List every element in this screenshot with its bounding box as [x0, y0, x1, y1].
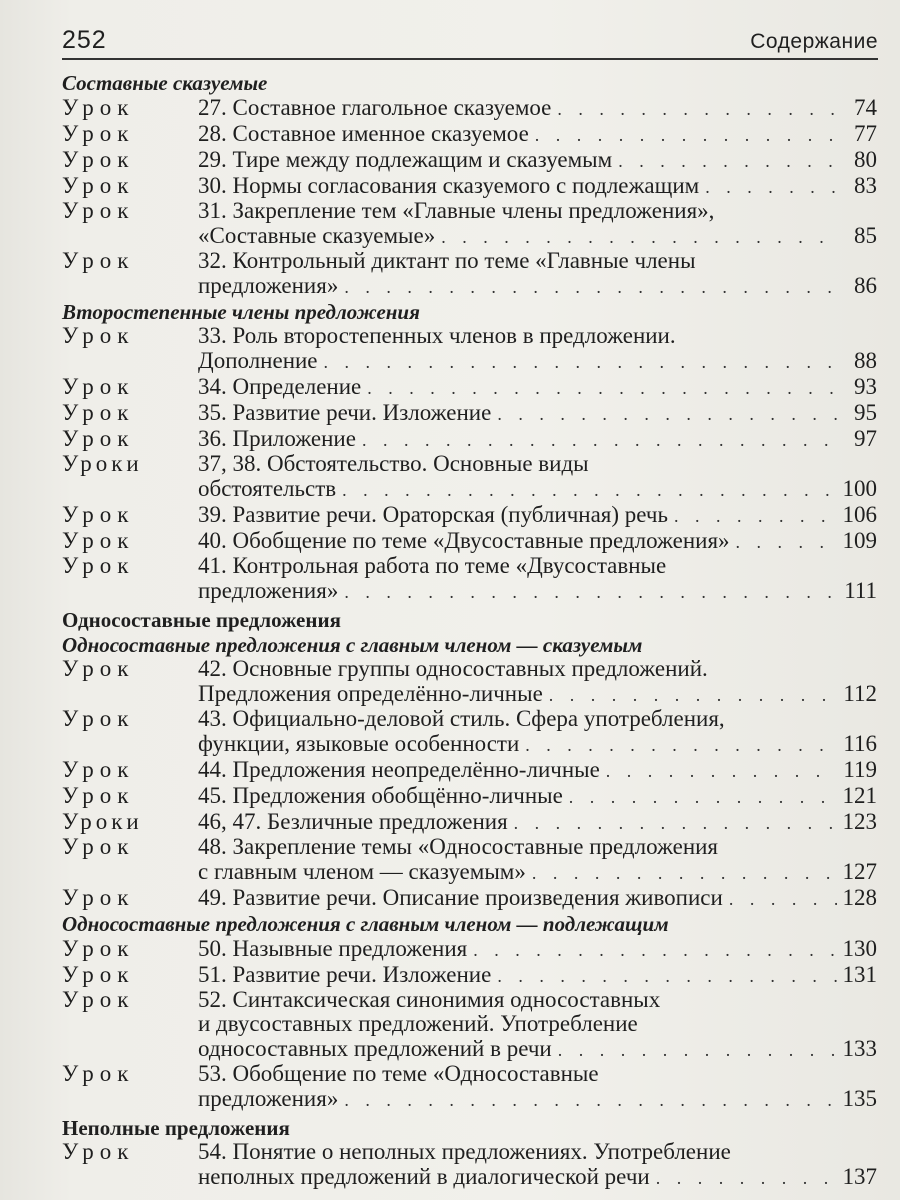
dot-leader	[497, 963, 836, 988]
entry-line	[62, 657, 877, 681]
lesson-number: 30.	[198, 173, 227, 198]
dot-leader	[473, 937, 836, 962]
lesson-title: Назывные предложения	[232, 936, 468, 961]
entry-line	[62, 578, 877, 604]
lesson-number: 45.	[198, 783, 227, 808]
lesson-label: Урок	[62, 835, 135, 859]
entry-text-wrap	[62, 1036, 552, 1062]
dot-leader	[344, 274, 837, 299]
entry-line	[62, 348, 877, 374]
lesson-title: функции, языковые особенности	[198, 731, 520, 756]
entry-line	[62, 757, 877, 783]
lesson-number: 29.	[198, 147, 227, 172]
entry-text-wrap	[62, 121, 529, 147]
lesson-title: Обстоятельство. Основные виды	[267, 452, 589, 476]
entry-text-wrap	[62, 554, 666, 578]
toc-entry	[62, 173, 877, 199]
lesson-title: Составное именное сказуемое	[232, 121, 529, 146]
lesson-label: Урок	[62, 121, 135, 146]
toc-entry	[62, 809, 877, 835]
lesson-number: 40.	[198, 528, 227, 553]
dot-leader	[525, 732, 837, 757]
lesson-number: 52.	[198, 988, 227, 1012]
lesson-number: 37, 38.	[198, 452, 262, 476]
section-heading: Односоставные предложения с главным членом — подлежащим	[62, 912, 669, 936]
lesson-title: Развитие речи. Описание произведения живописи	[232, 885, 723, 910]
page-reference: 80	[854, 147, 877, 172]
lesson-number: 44.	[198, 757, 227, 782]
entry-text-wrap	[62, 199, 714, 223]
dot-leader	[367, 375, 837, 400]
dot-leader	[344, 1087, 836, 1112]
entry-line	[62, 223, 877, 249]
lesson-label: Урок	[62, 962, 135, 987]
lesson-title: обстоятельств	[198, 476, 337, 501]
entry-text-wrap	[62, 147, 612, 173]
lesson-label: Урок	[62, 502, 135, 527]
entry-line	[62, 1086, 877, 1112]
entry-text-wrap	[62, 452, 589, 476]
entry-line	[62, 1062, 877, 1086]
toc-entry	[62, 528, 877, 554]
toc-entry	[62, 199, 877, 249]
lesson-title: Развитие речи. Изложение	[232, 400, 492, 425]
page-reference: 135	[842, 1086, 877, 1111]
entry-line	[62, 502, 877, 528]
lesson-number: 31.	[198, 199, 227, 223]
dot-leader	[558, 1037, 837, 1062]
page-reference: 137	[842, 1164, 877, 1189]
lesson-label: Уроки	[62, 452, 143, 476]
entry-line	[62, 95, 877, 121]
entry-line	[62, 400, 877, 426]
dot-leader	[569, 784, 837, 809]
page-reference: 85	[854, 223, 877, 248]
dot-leader	[532, 860, 837, 885]
table-of-contents	[62, 70, 877, 1190]
lesson-title: Составное глагольное сказуемое	[232, 95, 552, 120]
entry-text-wrap	[62, 476, 336, 502]
entry-line	[62, 426, 877, 452]
toc-entry	[62, 502, 877, 528]
entry-text-wrap	[62, 249, 696, 273]
entry-text-wrap	[62, 223, 435, 249]
lesson-title: Определение	[232, 374, 362, 399]
lesson-label: Урок	[62, 173, 135, 198]
entry-line	[62, 809, 877, 835]
entry-line	[62, 173, 877, 199]
page-reference: 109	[842, 528, 877, 553]
section-heading: Односоставные предложения	[62, 608, 341, 632]
entry-line	[62, 374, 877, 400]
lesson-number: 41.	[198, 554, 227, 578]
entry-text-wrap	[62, 1164, 650, 1190]
entry-text-wrap	[62, 1140, 731, 1164]
entry-line	[62, 1036, 877, 1062]
lesson-number: 42.	[198, 657, 227, 681]
page-reference: 127	[842, 859, 877, 884]
toc-entry	[62, 988, 877, 1062]
section-heading: Односоставные предложения с главным членом — сказуемым	[62, 633, 643, 657]
lesson-title: Безличные предложения	[267, 809, 508, 834]
entry-line	[62, 936, 877, 962]
toc-entry	[62, 707, 877, 757]
page-reference: 95	[854, 400, 877, 425]
entry-text-wrap	[62, 528, 730, 554]
lesson-title: Закрепление темы «Односоставные предложения	[232, 835, 719, 859]
lesson-label: Урок	[62, 554, 135, 578]
lesson-label: Урок	[62, 707, 135, 731]
lesson-number: 49.	[198, 885, 227, 910]
entry-line	[62, 1140, 877, 1164]
entry-text-wrap	[62, 273, 338, 299]
lesson-number: 36.	[198, 426, 227, 451]
dot-leader	[736, 529, 837, 554]
page-reference: 88	[854, 348, 877, 373]
running-title: Содержание	[750, 30, 878, 53]
dot-leader	[618, 148, 837, 173]
toc-entry	[62, 147, 877, 173]
entry-text-wrap	[62, 502, 668, 528]
lesson-label: Урок	[62, 199, 135, 223]
entry-line	[62, 962, 877, 988]
lesson-title: Нормы согласования сказуемого с подлежащим	[232, 173, 700, 198]
entry-line	[62, 249, 877, 273]
lesson-number: 48.	[198, 835, 227, 859]
lesson-title: Понятие о неполных предложениях. Употребление	[232, 1140, 731, 1164]
page-reference: 86	[854, 273, 877, 298]
toc-entry	[62, 783, 877, 809]
entry-line	[62, 452, 877, 476]
toc-entry	[62, 452, 877, 502]
entry-line	[62, 476, 877, 502]
toc-entry	[62, 121, 877, 147]
entry-text-wrap	[62, 348, 318, 374]
lesson-title: предложения»	[198, 273, 339, 298]
page-reference: 83	[854, 173, 877, 198]
toc-entry	[62, 1140, 877, 1190]
entry-line	[62, 1012, 877, 1036]
lesson-label: Урок	[62, 324, 135, 348]
entry-line	[62, 731, 877, 757]
entry-text-wrap	[62, 936, 467, 962]
toc-entry	[62, 936, 877, 962]
page-reference: 133	[842, 1036, 877, 1061]
page-reference: 123	[842, 809, 877, 834]
lesson-title: предложения»	[198, 578, 339, 603]
lesson-title: Контрольный диктант по теме «Главные члены	[232, 249, 696, 273]
lesson-title: Предложения определённо-личные	[198, 681, 543, 706]
entry-text-wrap	[62, 681, 543, 707]
dot-leader	[705, 174, 837, 199]
lesson-title: Дополнение	[198, 348, 318, 373]
lesson-title: Контрольная работа по теме «Двусоставные	[232, 554, 667, 578]
page-reference: 77	[854, 121, 877, 146]
dot-leader	[497, 401, 837, 426]
lesson-label: Урок	[62, 400, 135, 425]
lesson-label: Урок	[62, 1062, 135, 1086]
lesson-number: 28.	[198, 121, 227, 146]
page-reference: 121	[842, 783, 877, 808]
lesson-label: Урок	[62, 757, 135, 782]
entry-line	[62, 324, 877, 348]
entry-line	[62, 147, 877, 173]
lesson-title: Закрепление тем «Главные члены предложения»,	[232, 199, 715, 223]
dot-leader	[441, 224, 837, 249]
entry-line	[62, 528, 877, 554]
dot-leader	[557, 96, 837, 121]
lesson-number: 53.	[198, 1062, 227, 1086]
entry-text-wrap	[62, 783, 563, 809]
entry-text-wrap	[62, 1012, 638, 1036]
entry-text-wrap	[62, 324, 676, 348]
lesson-title: Обобщение по теме «Двусоставные предложения»	[232, 528, 730, 553]
entry-line	[62, 988, 877, 1012]
entry-text-wrap	[62, 400, 491, 426]
section-heading: Неполные предложения	[62, 1116, 290, 1140]
entry-text-wrap	[62, 1062, 599, 1086]
lesson-number: 32.	[198, 249, 227, 273]
entry-text-wrap	[62, 578, 338, 604]
entry-text-wrap	[62, 173, 699, 199]
lesson-number: 46, 47.	[198, 809, 262, 834]
dot-leader	[549, 682, 837, 707]
dot-leader	[514, 810, 837, 835]
lesson-label: Урок	[62, 657, 135, 681]
page-reference: 128	[842, 885, 877, 910]
page-reference: 100	[842, 476, 877, 501]
lesson-label: Урок	[62, 95, 135, 120]
entry-text-wrap	[62, 962, 491, 988]
lesson-number: 34.	[198, 374, 227, 399]
lesson-label: Урок	[62, 426, 135, 451]
page-reference: 74	[854, 95, 877, 120]
page-reference: 119	[843, 757, 877, 782]
lesson-label: Урок	[62, 885, 135, 910]
dot-leader	[535, 122, 837, 147]
toc-entry	[62, 95, 877, 121]
dot-leader	[674, 503, 837, 528]
dot-leader	[656, 1165, 837, 1190]
entry-text-wrap	[62, 707, 725, 731]
entry-text-wrap	[62, 809, 508, 835]
entry-line	[62, 554, 877, 578]
toc-entry	[62, 657, 877, 707]
lesson-title: Синтаксическая синонимия односоставных	[232, 988, 661, 1012]
dot-leader	[324, 349, 837, 374]
lesson-title: предложения»	[198, 1086, 339, 1111]
lesson-number: 27.	[198, 95, 227, 120]
lesson-label: Урок	[62, 988, 135, 1012]
lesson-number: 39.	[198, 502, 227, 527]
page-reference: 116	[843, 731, 877, 756]
lesson-label: Уроки	[62, 809, 143, 834]
page-reference: 106	[842, 502, 877, 527]
entry-line	[62, 1164, 877, 1190]
entry-text-wrap	[62, 1086, 338, 1112]
entry-text-wrap	[62, 95, 551, 121]
lesson-number: 35.	[198, 400, 227, 425]
lesson-title: Официально-деловой стиль. Сфера употребления,	[232, 707, 725, 731]
toc-entry	[62, 324, 877, 374]
lesson-title: Предложения обобщённо-личные	[232, 783, 563, 808]
lesson-title: Приложение	[232, 426, 356, 451]
lesson-number: 33.	[198, 324, 227, 348]
entry-text-wrap	[62, 988, 660, 1012]
toc-entry	[62, 962, 877, 988]
toc-entry	[62, 249, 877, 299]
entry-text-wrap	[62, 835, 718, 859]
lesson-title: Обобщение по теме «Односоставные	[232, 1062, 599, 1086]
section-heading: Составные сказуемые	[62, 71, 268, 95]
page-reference: 97	[854, 426, 877, 451]
lesson-title: Тире между подлежащим и сказуемым	[232, 147, 613, 172]
lesson-title: Предложения неопределённо-личные	[232, 757, 600, 782]
entry-line	[62, 681, 877, 707]
page-reference: 131	[842, 962, 877, 987]
page-reference: 93	[854, 374, 877, 399]
lesson-title: односоставных предложений в речи	[198, 1036, 552, 1061]
dot-leader	[362, 427, 837, 452]
page-reference: 130	[842, 936, 877, 961]
entry-line	[62, 121, 877, 147]
toc-entry	[62, 374, 877, 400]
lesson-label: Урок	[62, 783, 135, 808]
lesson-title: неполных предложений в диалогической речи	[198, 1164, 650, 1189]
toc-entry	[62, 554, 877, 604]
page-header	[62, 22, 878, 60]
entry-line	[62, 707, 877, 731]
toc-entry	[62, 757, 877, 783]
dot-leader	[606, 758, 837, 783]
page-number: 252	[62, 26, 107, 54]
toc-entry	[62, 426, 877, 452]
toc-entry	[62, 885, 877, 911]
lesson-number: 43.	[198, 707, 227, 731]
dot-leader	[342, 477, 836, 502]
lesson-number: 54.	[198, 1140, 227, 1164]
lesson-label: Урок	[62, 147, 135, 172]
entry-text-wrap	[62, 757, 600, 783]
entry-line	[62, 199, 877, 223]
dot-leader	[729, 886, 837, 911]
entry-text-wrap	[62, 426, 356, 452]
lesson-title: Развитие речи. Изложение	[232, 962, 492, 987]
lesson-label: Урок	[62, 374, 135, 399]
lesson-label: Урок	[62, 936, 135, 961]
lesson-title: и двусоставных предложений. Употребление	[198, 1012, 638, 1036]
dot-leader	[344, 579, 837, 604]
entry-line	[62, 835, 877, 859]
entry-text-wrap	[62, 859, 526, 885]
lesson-label: Урок	[62, 528, 135, 553]
lesson-label: Урок	[62, 249, 135, 273]
lesson-title: Развитие речи. Ораторская (публичная) речь	[232, 502, 668, 527]
entry-line	[62, 885, 877, 911]
lesson-label: Урок	[62, 1140, 135, 1164]
toc-entry	[62, 835, 877, 885]
page-reference: 112	[843, 681, 877, 706]
toc-entry	[62, 1062, 877, 1112]
section-heading: Второстепенные члены предложения	[62, 300, 420, 324]
entry-text-wrap	[62, 657, 708, 681]
lesson-title: с главным членом — сказуемым»	[198, 859, 526, 884]
toc-entry	[62, 400, 877, 426]
entry-text-wrap	[62, 374, 361, 400]
lesson-number: 50.	[198, 936, 227, 961]
entry-line	[62, 783, 877, 809]
page-reference: 111	[844, 578, 877, 603]
entry-line	[62, 859, 877, 885]
lesson-title: Основные группы односоставных предложений.	[232, 657, 708, 681]
entry-line	[62, 273, 877, 299]
entry-text-wrap	[62, 885, 723, 911]
lesson-title: Роль второстепенных членов в предложении.	[232, 324, 676, 348]
lesson-number: 51.	[198, 962, 227, 987]
lesson-title: «Составные сказуемые»	[198, 223, 436, 248]
entry-text-wrap	[62, 731, 519, 757]
